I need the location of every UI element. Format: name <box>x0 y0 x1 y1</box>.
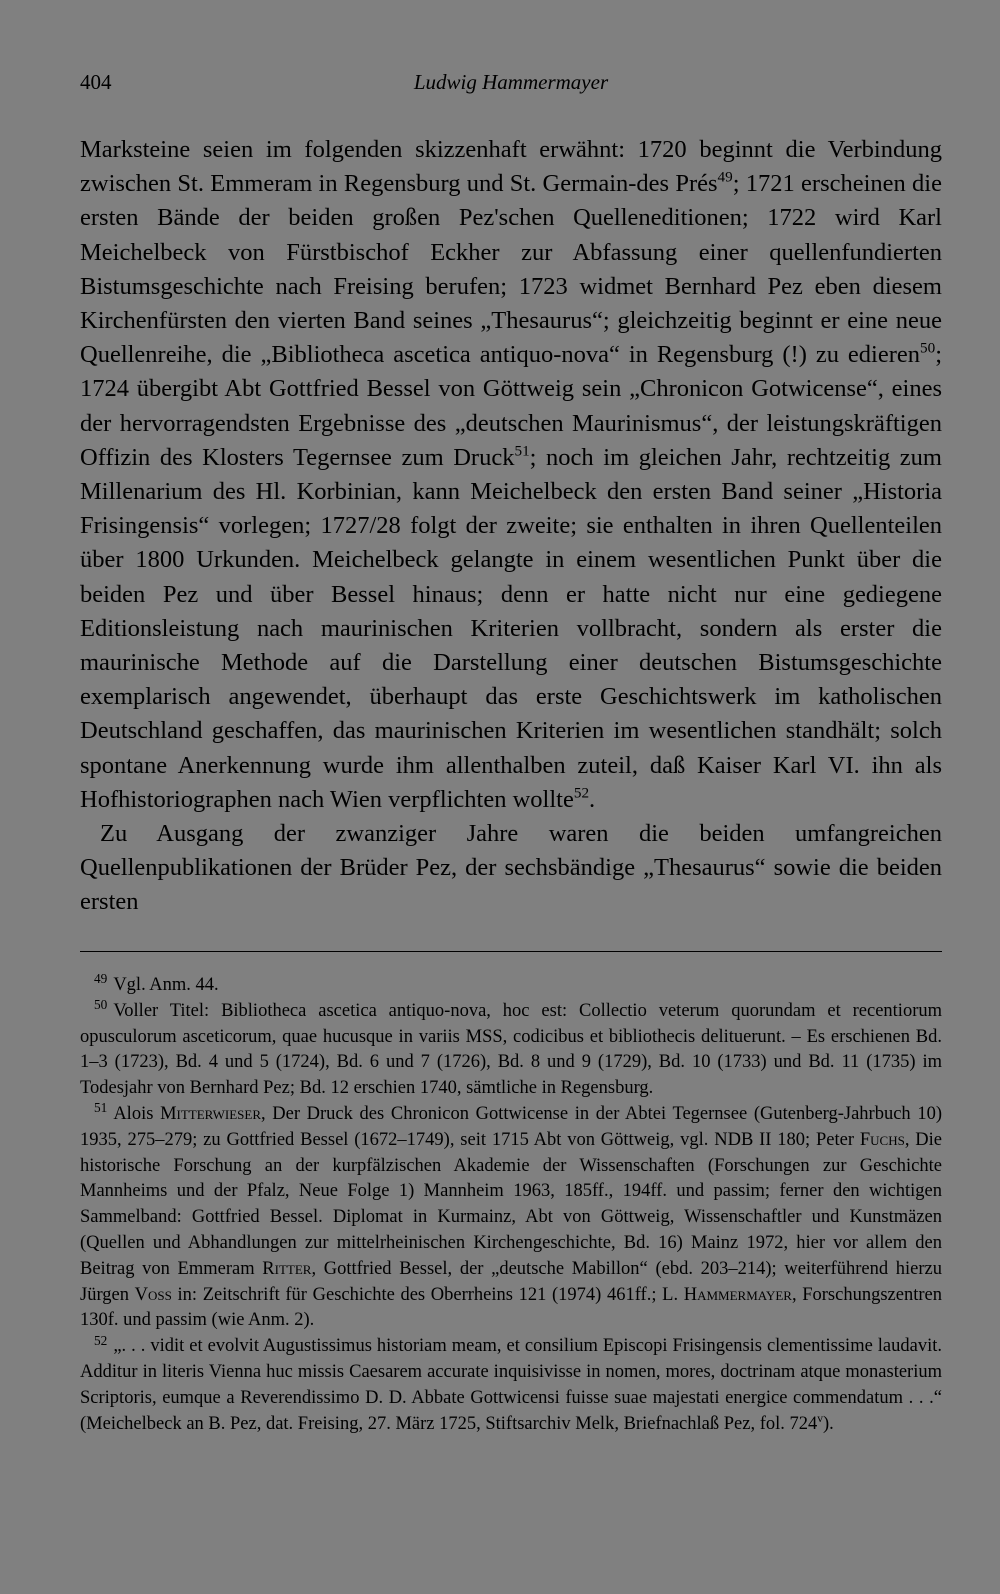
page-number: 404 <box>80 70 112 94</box>
running-title: Ludwig Hammermayer <box>413 70 609 94</box>
footnote-text: , Forschungszentren 130f. und passim (wie Anm. 2). <box>80 1284 942 1331</box>
footnote-number: 51 <box>94 1100 108 1116</box>
paragraph-1-text-2: ; 1721 erscheinen die ersten Bände der beiden großen Pez'schen Quelleneditionen; 1722 wird Karl Meichelbeck von Fürstbischof Eckher zur Abfassung einer quellenfundierten Bistumsgeschichte nach Freising berufen; 1723 widmet Bernhard Pez eben diesem Kirchenfürsten den vierten Band seines „Thesaurus“; gleichzeitig beginnt er eine neue Quellenreihe, die „Bibliotheca ascetica antiquo-nova“ in Regensburg (!) zu edieren <box>80 170 942 369</box>
paragraph-2: Zu Ausgang der zwanziger Jahre waren die beiden umfangreichen Quellenpublikationen der Brüder Pez, der sechsbändige „Thesaurus“ sowie die beiden ersten <box>80 820 942 916</box>
author-name: Mitterwieser <box>160 1103 261 1124</box>
footnote-text: , Gottfried Bessel, der „deutsche Mabillon“ (ebd. 203–214); weiterführend hierzu Jürgen <box>80 1258 942 1305</box>
footnote-number: 49 <box>94 971 108 987</box>
paragraph-1-text-4: ; noch im gleichen Jahr, rechtzeitig zum Millenarium des Hl. Korbinian, kann Meichelbeck den ersten Band seiner „Historia Frisingensis“ vorlegen; 1727/28 folgt der zweite; sie enthalten in ihren Quellenteilen über 1800 Urkunden. Meichelbeck gelangte in einem wesentlichen Punkt über die beiden Pez und über Bessel hinaus; denn er hatte nicht nur eine gediegene Editionsleistung nach maurinischen Kriterien vollbracht, sondern als erster die maurinische Methode auf die Darstellung einer deutschen Bistumsgeschichte exemplarisch angewendet, überhaupt das erste Geschichtswerk im katholischen Deutschland geschaffen, das maurinischen Kriterien im wesentlichen standhält; solch spontane Anerkennung wurde ihm allenthalben zuteil, daß Kaiser Karl VI. ihn als Hofhistoriographen nach Wien verpflichten wollte <box>80 443 942 813</box>
author-name: Voss <box>134 1284 172 1305</box>
author-name: Hammermayer <box>683 1284 792 1305</box>
footnote-number: 52 <box>94 1332 108 1348</box>
footnote-text: Vgl. Anm. 44. <box>113 975 219 995</box>
footnote-50 <box>80 999 942 1102</box>
paragraph-1 <box>80 133 942 817</box>
footnotes <box>80 973 942 1437</box>
footnote-text: ). <box>822 1413 834 1434</box>
paragraph-1-text-5: . <box>589 785 596 813</box>
footnote-divider <box>80 951 942 952</box>
running-head <box>80 70 942 100</box>
footnote-number: 50 <box>94 997 108 1013</box>
folio-verso-mark: v <box>817 1412 823 1425</box>
footnote-51 <box>80 1102 942 1334</box>
footnote-text: Voller Titel: Bibliotheca ascetica antiquo-nova, hoc est: Collectio veterum quorundam et recentiorum opusculorum asceticorum, quae hucusque in variis MSS, codicibus et bibliothecis delituerunt. – Es erschienen Bd. 1–3 (1723), Bd. 4 und 5 (1724), Bd. 6 und 7 (1726), Bd. 8 und 9 (1729), Bd. 10 (1733) und Bd. 11 (1735) im Todesjahr von Bernhard Pez; Bd. 12 erschien 1740, sämtliche in Regensburg. <box>80 1000 942 1099</box>
footnote-52 <box>80 1334 942 1437</box>
paragraph-1-text-3: ; 1724 übergibt Abt Gottfried Bessel von Göttweig sein „Chronicon Gotwicense“, eines der hervorragendsten Ergebnisse des „deutschen Maurinismus“, der leistungskräftigen Offizin des Klosters Tegernsee zum Druck <box>80 341 942 471</box>
footnote-text: , Der Druck des Chronicon Gottwicense in der Abtei Tegernsee (Gutenberg-Jahrbuch 10) 1935, 275–279; zu Gottfried Bessel (1672–1749), seit 1715 Abt von Göttweig, vgl. NDB II 180; Peter <box>80 1103 942 1150</box>
footnote-49 <box>80 973 942 999</box>
author-name: Ritter <box>262 1258 312 1279</box>
main-text <box>80 133 942 920</box>
footnote-ref-50: 50 <box>920 339 936 357</box>
paragraph-1-text-1: Marksteine seien im folgenden skizzenhaft erwähnt: 1720 beginnt die Verbindung zwischen St. Emmeram in Regensburg und St. Germain-des Prés <box>80 136 942 198</box>
footnote-text: , Die historische Forschung an der kurpfälzischen Akademie der Wissenschaften (Forschungen zur Geschichte Mannheims und der Pfalz, Neue Folge 1) Mannheim 1963, 185ff., 194ff. und passim; ferner den wichtigen Sammelband: Gottfried Bessel. Diplomat in Kurmainz, Abt von Göttweig, Wissenschaftler und Kunstmäzen (Quellen und Abhandlungen zur mittelrheinischen Kirchengeschichte, Bd. 16) Mainz 1972, hier vor allem den Beitrag von Emmeram <box>80 1129 942 1279</box>
footnote-ref-52: 52 <box>573 784 590 802</box>
author-name: Fuchs <box>859 1129 905 1150</box>
footnote-ref-51: 51 <box>514 442 530 460</box>
footnote-text: Alois <box>113 1103 161 1124</box>
footnote-text: „. . . vidit et evolvit Augustissimus historiam meam, et consilium Episcopi Frisingensis clementissime laudavit. Additur in literis Vienna huc missis Caesarem accurate inquisivisse in nomen, mores, doctrinam atque monasterium Scriptoris, eumque a Reverendissimo D. D. Abbate Gottwicensi fuisse suae majestati energice commendatum . . .“ (Meichelbeck an B. Pez, dat. Freising, 27. März 1725, Stiftsarchiv Melk, Briefnachlaß Pez, fol. 724 <box>80 1336 942 1434</box>
footnote-ref-49: 49 <box>717 168 733 186</box>
footnote-text: in: Zeitschrift für Geschichte des Oberrheins 121 (1974) 461ff.; L. <box>171 1284 684 1305</box>
